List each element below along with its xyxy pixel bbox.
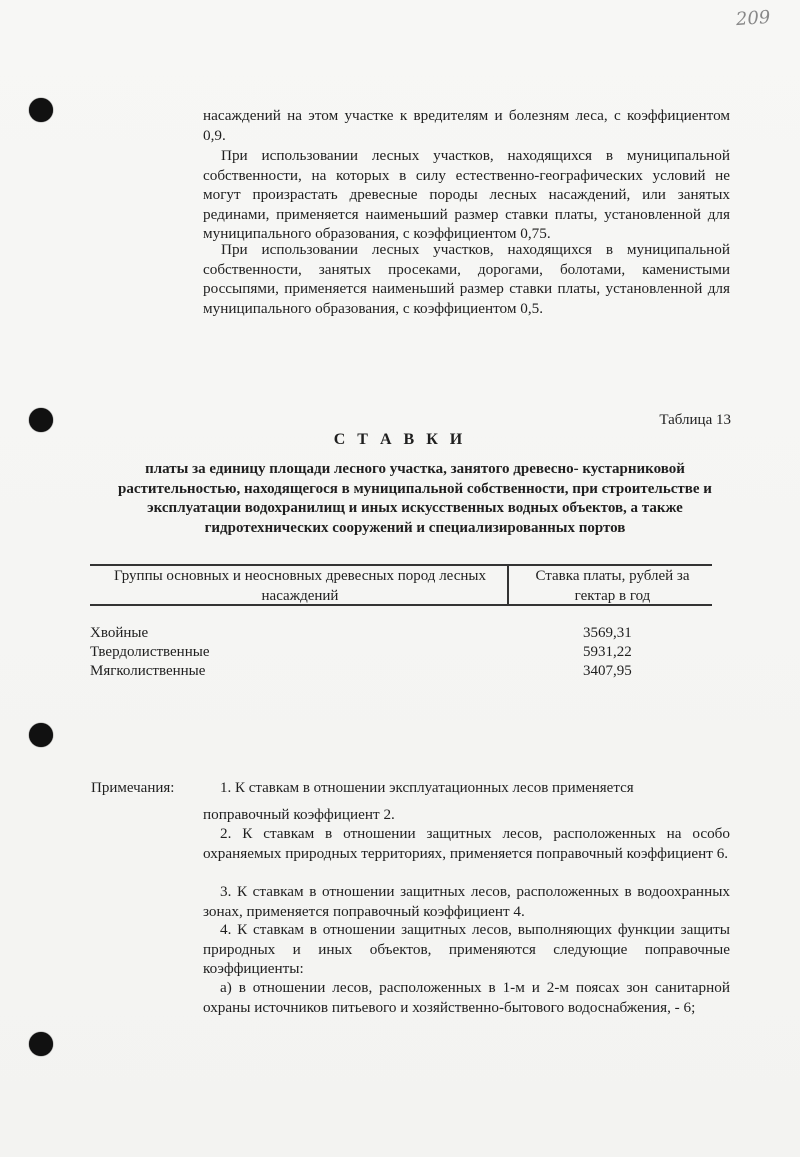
note-item: а) в отношении лесов, расположенных в 1-м и 2-м поясах зон санитарной охраны источников питьевого и хозяйственно-бытового водоснабжения, - 6;: [203, 979, 730, 1016]
notes-label: Примечания:: [91, 780, 175, 796]
table-row-group: Мягколиственные: [90, 663, 206, 679]
page-number: 209: [735, 6, 772, 31]
note-1-continuation: поправочный коэффициент 2.: [203, 806, 395, 823]
punch-hole-icon: [29, 98, 53, 122]
table-row-group: Хвойные: [90, 625, 149, 641]
table-column-divider: [507, 564, 509, 605]
table-row-group: Твердолиственные: [90, 644, 210, 660]
table-number: Таблица 13: [659, 412, 731, 428]
table-header-group: Группы основных и неосновных древесных пород лесных насаждений: [114, 568, 486, 604]
table-row-rate: 3569,31: [583, 625, 632, 641]
table-subtitle: платы за единицу площади лесного участка, занятого древесно- кустарниковой растительностью, находящегося в муниципальной собственности, при строительстве и эксплуатации водохранилищ и иных искусственных водных объектов, а также гидротехнических сооружений и специализированных портов: [118, 461, 712, 536]
table-row-rate: 3407,95: [583, 663, 632, 679]
intro-paragraph-3: При использовании лесных участков, находящихся в муниципальной собственности, занятых просеками, дорогами, болотами, каменистыми россыпями, применяется наименьший размер ставки платы, установленной для муниципального образования, с коэффициентом 0,5.: [203, 241, 730, 317]
intro-paragraph-1: насаждений на этом участке к вредителям и болезням леса, с коэффициентом 0,9.: [203, 107, 730, 144]
table-row-rate: 5931,22: [583, 644, 632, 660]
intro-paragraph-2: При использовании лесных участков, находящихся в муниципальной собственности, на которых в силу естественно-географических условий не могут произрастать древесные породы лесных насаждений, или занятых рединами, применяется наименьший размер ставки платы, установленной для муниципального образования, с коэффициентом 0,75.: [203, 147, 730, 242]
punch-hole-icon: [29, 723, 53, 747]
note-item: 3. К ставкам в отношении защитных лесов, расположенных в водоохранных зонах, применяется поправочный коэффициент 4.: [203, 883, 730, 920]
note-item: 2. К ставкам в отношении защитных лесов, расположенных на особо охраняемых природных территориях, применяется поправочный коэффициент 6.: [203, 825, 730, 862]
table-top-rule: [90, 564, 712, 566]
punch-hole-icon: [29, 1032, 53, 1056]
page-title: С Т А В К И: [333, 431, 467, 448]
note-item: 4. К ставкам в отношении защитных лесов, выполняющих функции защиты природных и иных объектов, применяются следующие поправочные коэффициенты:: [203, 921, 730, 977]
table-header-rate: Ставка платы, рублей за гектар в год: [535, 568, 690, 604]
note-1-first-line: 1. К ставкам в отношении эксплуатационных лесов применяется: [220, 780, 634, 796]
punch-hole-icon: [29, 408, 53, 432]
